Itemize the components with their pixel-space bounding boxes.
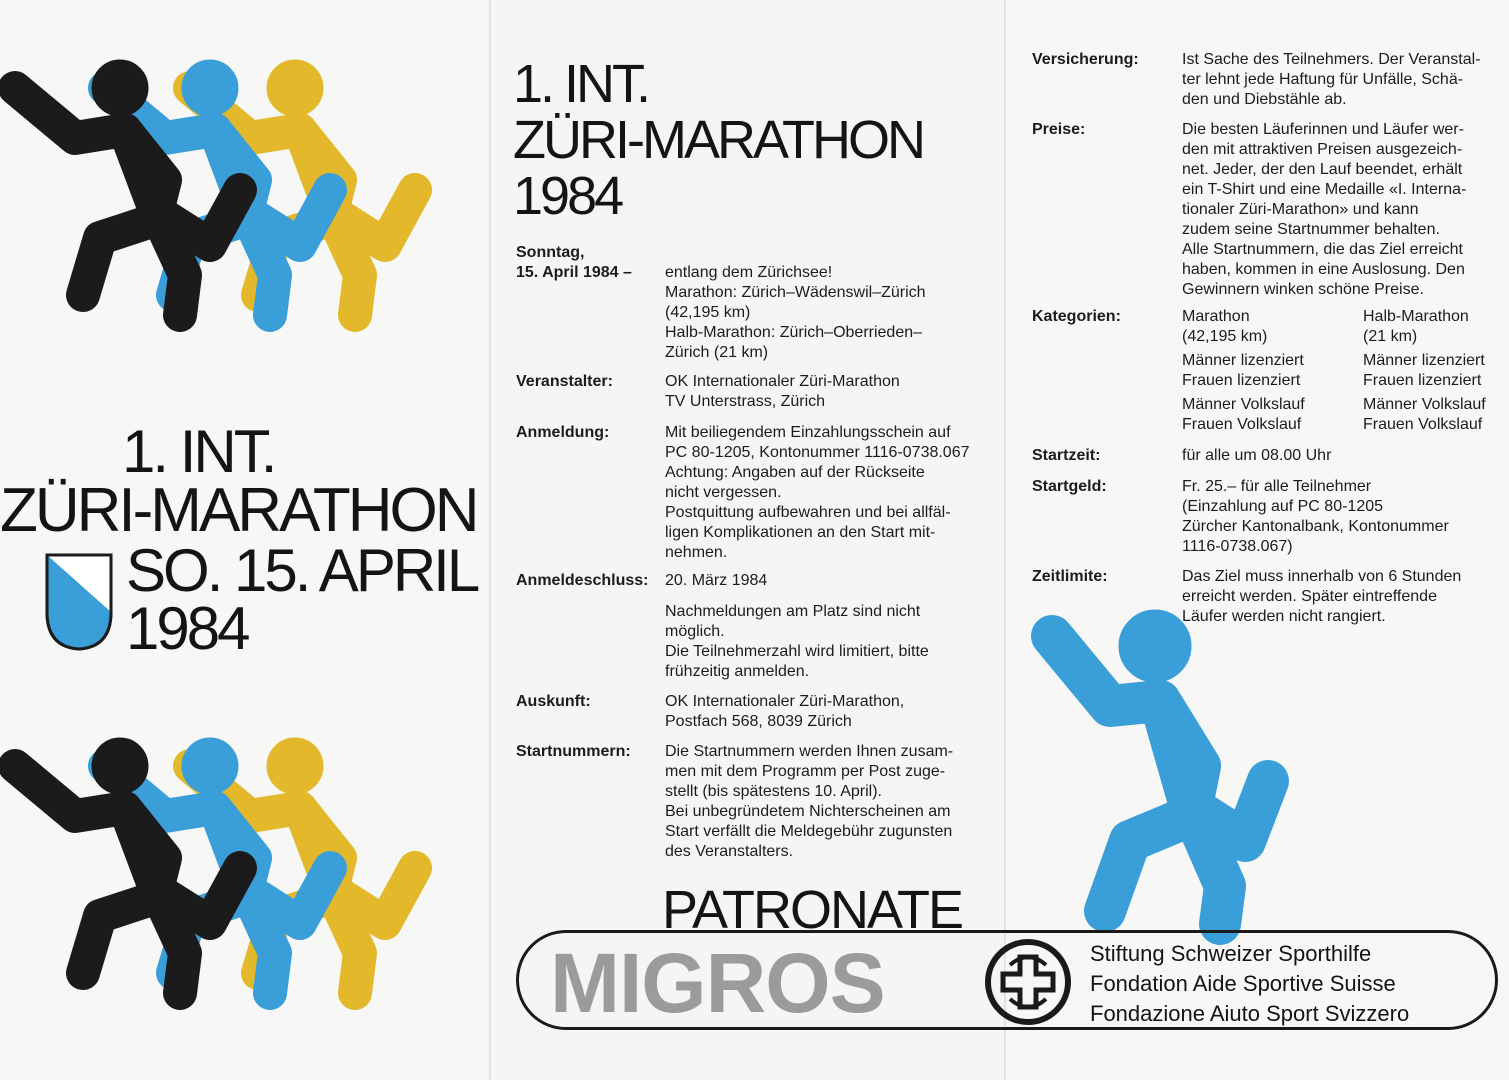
left-title-line-4: 1984	[126, 595, 248, 662]
middle-title-line-2: ZÜRI-MARATHON	[513, 110, 923, 170]
anmeldeschluss-label: Anmeldeschluss:	[516, 572, 649, 589]
startzeit-value: für alle um 08.00 Uhr	[1182, 447, 1332, 464]
fold-line-left	[489, 0, 491, 1080]
runners-graphic-icon	[0, 718, 460, 1048]
anmeldung-label: Anmeldung:	[516, 424, 610, 441]
kategorie-halb-volkslauf: Männer Volkslauf Frauen Volkslauf	[1363, 396, 1486, 433]
startzeit-label: Startzeit:	[1032, 447, 1101, 464]
date-value: entlang dem Zürichsee! Marathon: Zürich–Wädenswil–Zürich (42,195 km) Halb-Marathon: Zürich–Oberrieden– Zürich (21 km)	[665, 264, 926, 361]
kategorie-marathon-volkslauf: Männer Volkslauf Frauen Volkslauf	[1182, 396, 1305, 433]
anmeldeschluss-note: Nachmeldungen am Platz sind nicht möglich. Die Teilnehmerzahl wird limitiert, bitte frühzeitig anmelden.	[665, 603, 929, 680]
sporthilfe-line-fr: Fondation Aide Sportive Suisse	[1090, 971, 1396, 996]
kategorie-marathon: Marathon (42,195 km)	[1182, 308, 1268, 345]
startnummern-value: Die Startnummern werden Ihnen zusam- men mit dem Programm per Post zuge- stellt (bis spätestens 10. April). Bei unbegründetem Nichterscheinen am Start verfällt die Meldegebühr zugunsten des Veranstalters.	[665, 743, 954, 860]
startnummern-label: Startnummern:	[516, 743, 631, 760]
kategorie-halb-lizenziert: Männer lizenziert Frauen lizenziert	[1363, 352, 1485, 389]
startgeld-label: Startgeld:	[1032, 478, 1107, 495]
auskunft-value: OK Internationaler Züri-Marathon, Postfach 568, 8039 Zürich	[665, 693, 905, 730]
anmeldung-value: Mit beiliegendem Einzahlungsschein auf PC 80-1205, Kontonummer 1116-0738.067 Achtung: Angaben auf der Rückseite nicht vergessen. Postquittung aufbewahren und bei allfäl- ligen Komplikationen an den Start mit- nehmen.	[665, 424, 970, 561]
kategorie-halb-marathon: Halb-Marathon (21 km)	[1363, 308, 1469, 345]
zurich-coat-of-arms-icon	[44, 552, 114, 652]
blue-runner-icon	[1030, 606, 1290, 946]
anmeldeschluss-value: 20. März 1984	[665, 572, 768, 589]
versicherung-label: Versicherung:	[1032, 51, 1139, 68]
sporthilfe-line-it: Fondazione Aiuto Sport Svizzero	[1090, 1001, 1410, 1026]
preise-value: Die besten Läuferinnen und Läufer wer- den mit attraktiven Preisen ausgezeich- net. Jeder, der den Lauf beendet, erhält ein T-Shirt und eine Medaille «I. Interna- tionaler Züri-Marathon» und kann zudem seine Startnummer behalten. Alle Startnummern, die das Ziel erreicht haben, kommen in eine Auslosung. Den Gewinnern winken schöne Preise.	[1182, 121, 1467, 298]
fold-line-right	[1004, 0, 1006, 1080]
patronate-heading: PATRONATE	[662, 880, 963, 940]
middle-title-line-3: 1984	[513, 166, 622, 226]
auskunft-label: Auskunft:	[516, 693, 591, 710]
versicherung-value: Ist Sache des Teilnehmers. Der Veranstal- ter lehnt jede Haftung für Unfälle, Schä- den und Diebstähle ab.	[1182, 51, 1481, 108]
zeitlimite-label: Zeitlimite:	[1032, 568, 1108, 585]
kategorie-marathon-lizenziert: Männer lizenziert Frauen lizenziert	[1182, 352, 1304, 389]
startgeld-value: Fr. 25.– für alle Teilnehmer (Einzahlung auf PC 80-1205 Zürcher Kantonalbank, Kontonummer 1116-0738.067)	[1182, 478, 1449, 555]
veranstalter-value: OK Internationaler Züri-Marathon TV Unterstrass, Zürich	[665, 373, 900, 410]
veranstalter-label: Veranstalter:	[516, 373, 613, 390]
sporthilfe-logo-icon	[980, 937, 1076, 1027]
runners-graphic-icon	[0, 40, 460, 370]
migros-logo-text: MIGROS	[550, 936, 885, 1030]
left-title-line-2: ZÜRI-MARATHON	[0, 476, 477, 545]
date-label: Sonntag, 15. April 1984 –	[516, 244, 632, 281]
left-title-line-3: SO. 15. APRIL	[126, 537, 478, 604]
left-title-line-1: 1. INT.	[122, 418, 275, 485]
middle-title-line-1: 1. INT.	[513, 54, 649, 114]
kategorien-label: Kategorien:	[1032, 308, 1121, 325]
preise-label: Preise:	[1032, 121, 1086, 138]
zeitlimite-value: Das Ziel muss innerhalb von 6 Stunden erreicht werden. Später eintreffende Läufer werden nicht rangiert.	[1182, 568, 1462, 625]
sporthilfe-line-de: Stiftung Schweizer Sporthilfe	[1090, 941, 1372, 966]
